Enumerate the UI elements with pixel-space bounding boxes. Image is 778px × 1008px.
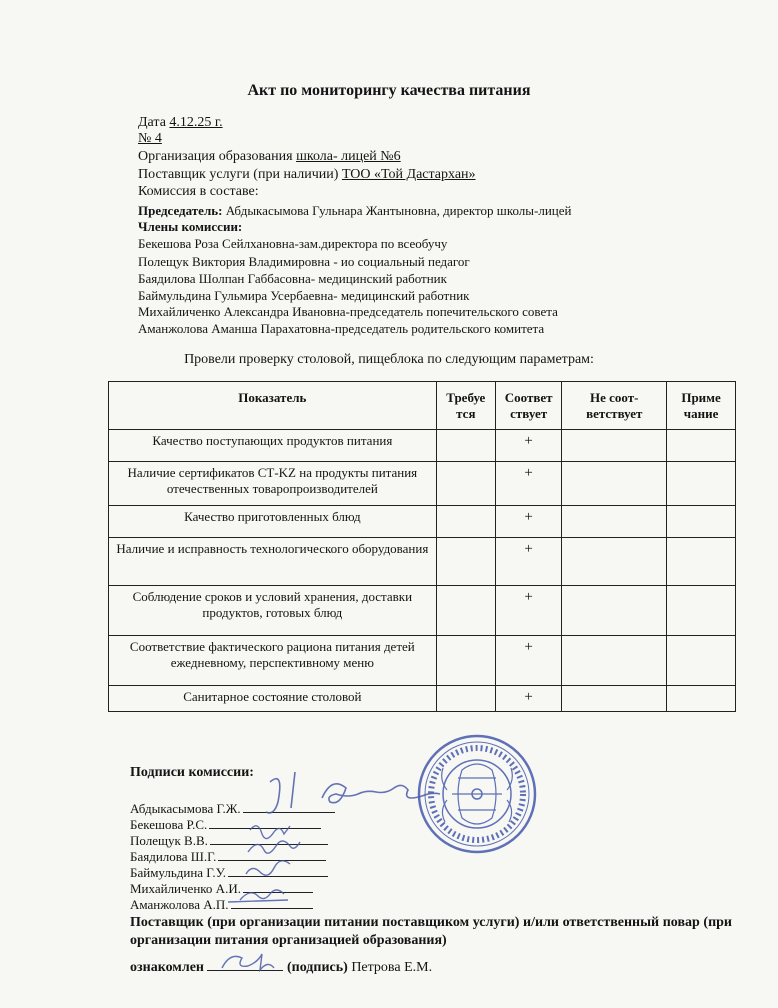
- indicator-cell: Качество приготовленных блюд: [109, 506, 437, 538]
- signatory-name: Полещук В.В.: [130, 833, 208, 848]
- signatory-name: Бекешова Р.С.: [130, 817, 208, 832]
- chair-label: Председатель:: [138, 203, 223, 218]
- organization-label: Организация образования: [138, 149, 293, 164]
- member-line: Михайличенко Александра Ивановна-председатель попечительского совета: [138, 304, 558, 319]
- commission-label: Комиссия в составе:: [138, 184, 259, 199]
- indicator-cell: Качество поступающих продуктов питания: [109, 430, 437, 462]
- signatures-title: Подписи комиссии:: [130, 765, 254, 780]
- complies-cell: +: [495, 430, 561, 462]
- member-line: Бекешова Роза Сейлхановна-зам.директора по всеобучу: [138, 236, 448, 251]
- complies-cell: +: [495, 686, 561, 712]
- header-required: Требуе тся: [436, 382, 495, 430]
- header-indicator: Показатель: [109, 382, 437, 430]
- indicator-cell: Санитарное состояние столовой: [109, 686, 437, 712]
- intro-text: Провели проверку столовой, пищеблока по следующим параметрам:: [184, 352, 594, 367]
- signatory-name: Аманжолова А.П.: [130, 897, 229, 912]
- date-value: 4.12.25 г.: [169, 115, 223, 130]
- signatory-name: Баймульдина Г.У.: [130, 865, 226, 880]
- complies-cell: +: [495, 506, 561, 538]
- supplier-label: Поставщик услуги (при наличии): [138, 167, 339, 182]
- member-signature-icon: [248, 841, 300, 853]
- act-number: № 4: [138, 131, 162, 146]
- indicator-cell: Соответствие фактического рациона питания детей ежедневному, перспективному меню: [109, 636, 437, 686]
- organization-value: школа- лицей №6: [296, 149, 401, 164]
- header-note: Приме чание: [667, 382, 736, 430]
- complies-cell: +: [495, 462, 561, 506]
- member-line: Баймульдина Гульмира Усербаевна- медицинский работник: [138, 288, 470, 303]
- signatory-name: Баядилова Ш.Г.: [130, 849, 217, 864]
- header-complies: Соответ ствует: [495, 382, 561, 430]
- member-signature-icon: [250, 826, 290, 839]
- indicator-cell: Наличие сертификатов СТ-KZ на продукты питания отечественных товаропроизводителей: [109, 462, 437, 506]
- member-line: Баядилова Шолпан Габбасовна- медицинский работник: [138, 271, 447, 286]
- complies-cell: +: [495, 586, 561, 636]
- complies-cell: +: [495, 538, 561, 586]
- document-title: Акт по мониторингу качества питания: [247, 82, 531, 99]
- header-not-complies: Не соот- ветствует: [562, 382, 667, 430]
- indicator-cell: Наличие и исправность технологического оборудования: [109, 538, 437, 586]
- member-line: Полещук Виктория Владимировна - ио социальный педагог: [138, 254, 470, 269]
- supplier-signature-icon: [222, 954, 274, 970]
- member-signature-icon: [228, 890, 288, 902]
- chair-value: Абдыкасымова Гульнара Жантыновна, директор школы-лицей: [225, 203, 572, 218]
- member-line: Аманжолова Аманша Парахатовна-председатель родительского комитета: [138, 321, 545, 336]
- date-label: Дата: [138, 115, 166, 130]
- supplier-value: ТОО «Той Дастархан»: [341, 167, 476, 182]
- acknowledged-sign-label: (подпись): [286, 960, 348, 975]
- member-signature-icon: [246, 861, 290, 875]
- director-signature-icon: [266, 772, 440, 813]
- complies-cell: +: [495, 636, 561, 686]
- acknowledged-label: ознакомлен: [130, 960, 204, 975]
- indicator-cell: Соблюдение сроков и условий хранения, доставки продуктов, готовых блюд: [109, 586, 437, 636]
- signatory-name: Михайличенко А.И.: [130, 881, 241, 896]
- signatory-name: Абдыкасымова Г.Ж.: [130, 801, 241, 816]
- supplier-note: Поставщик (при организации питании поставщиком услуги) и/или ответственный повар (при организации питания организацией образования): [130, 915, 732, 948]
- members-label: Члены комиссии:: [138, 219, 243, 234]
- acknowledged-name: Петрова Е.М.: [351, 960, 433, 975]
